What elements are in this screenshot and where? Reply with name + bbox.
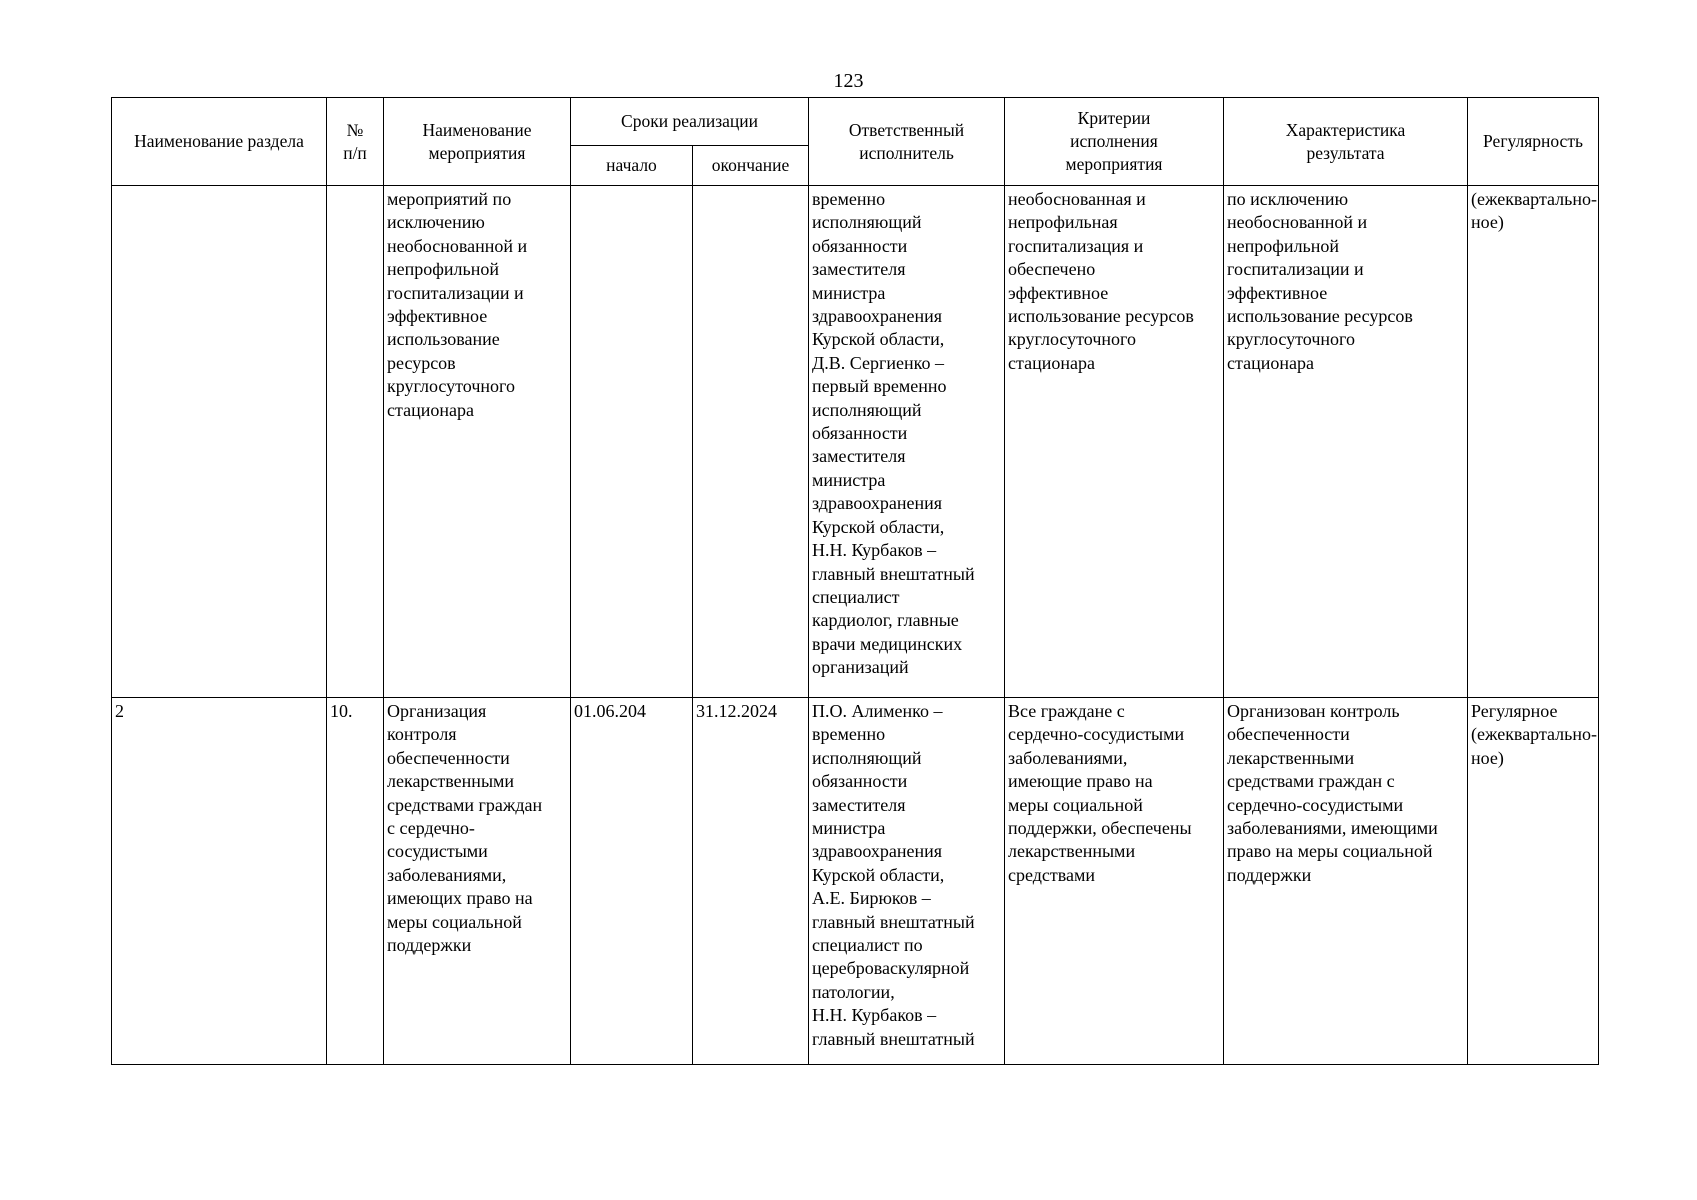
- cell-end: 31.12.2024: [693, 698, 809, 1065]
- cell-section: 2: [112, 698, 327, 1065]
- cell-regularity: (ежеквартально- ное): [1468, 186, 1599, 698]
- cell-event: Организация контроля обеспеченности лекарственными средствами граждан с сердечно- сосудистыми заболеваниями, имеющих право на меры социальной поддержки: [384, 698, 571, 1065]
- cell-result: по исключению необоснованной и непрофильной госпитализации и эффективное использование ресурсов круглосуточного стационара: [1224, 186, 1468, 698]
- cell-responsible: временно исполняющий обязанности заместителя министра здравоохранения Курской области, Д.В. Сергиенко – первый временно исполняющий обязанности заместителя министра здравоохранения Курской области, Н.Н. Курбаков – главный внештатный специалист кардиолог, главные врачи медицинских организаций: [809, 186, 1005, 698]
- header-end: окончание: [693, 146, 809, 186]
- cell-responsible: П.О. Алименко – временно исполняющий обязанности заместителя министра здравоохранения Курской области, А.Е. Бирюков – главный внештатный специалист по цереброваскулярной патологии, Н.Н. Курбаков – главный внештатный: [809, 698, 1005, 1065]
- cell-section: [112, 186, 327, 698]
- action-plan-table: [111, 97, 1599, 1065]
- cell-criteria: Все граждане с сердечно-сосудистыми заболеваниями, имеющие право на меры социальной поддержки, обеспечены лекарственными средствами: [1005, 698, 1224, 1065]
- header-section-name: Наименование раздела: [112, 98, 327, 186]
- header-event-name: Наименование мероприятия: [384, 98, 571, 186]
- table-row: [112, 698, 1599, 1065]
- table-row: [112, 186, 1599, 698]
- cell-number: [327, 186, 384, 698]
- header-result: Характеристика результата: [1224, 98, 1468, 186]
- page-number: 123: [833, 70, 864, 92]
- header-row: [112, 98, 1599, 146]
- cell-start: 01.06.204: [571, 698, 693, 1065]
- cell-number: 10.: [327, 698, 384, 1065]
- cell-event: мероприятий по исключению необоснованной и непрофильной госпитализации и эффективное использование ресурсов круглосуточного стационара: [384, 186, 571, 698]
- header-regularity: Регулярность: [1468, 98, 1599, 186]
- header-responsible: Ответственный исполнитель: [809, 98, 1005, 186]
- header-deadlines: Сроки реализации: [571, 98, 809, 146]
- header-criteria: Критерии исполнения мероприятия: [1005, 98, 1224, 186]
- cell-result: Организован контроль обеспеченности лекарственными средствами граждан с сердечно-сосудистыми заболеваниями, имеющими право на меры социальной поддержки: [1224, 698, 1468, 1065]
- cell-criteria: необоснованная и непрофильная госпитализация и обеспечено эффективное использование ресурсов круглосуточного стационара: [1005, 186, 1224, 698]
- cell-end: [693, 186, 809, 698]
- cell-regularity: Регулярное (ежеквартально- ное): [1468, 698, 1599, 1065]
- cell-start: [571, 186, 693, 698]
- header-start: начало: [571, 146, 693, 186]
- header-number: № п/п: [327, 98, 384, 186]
